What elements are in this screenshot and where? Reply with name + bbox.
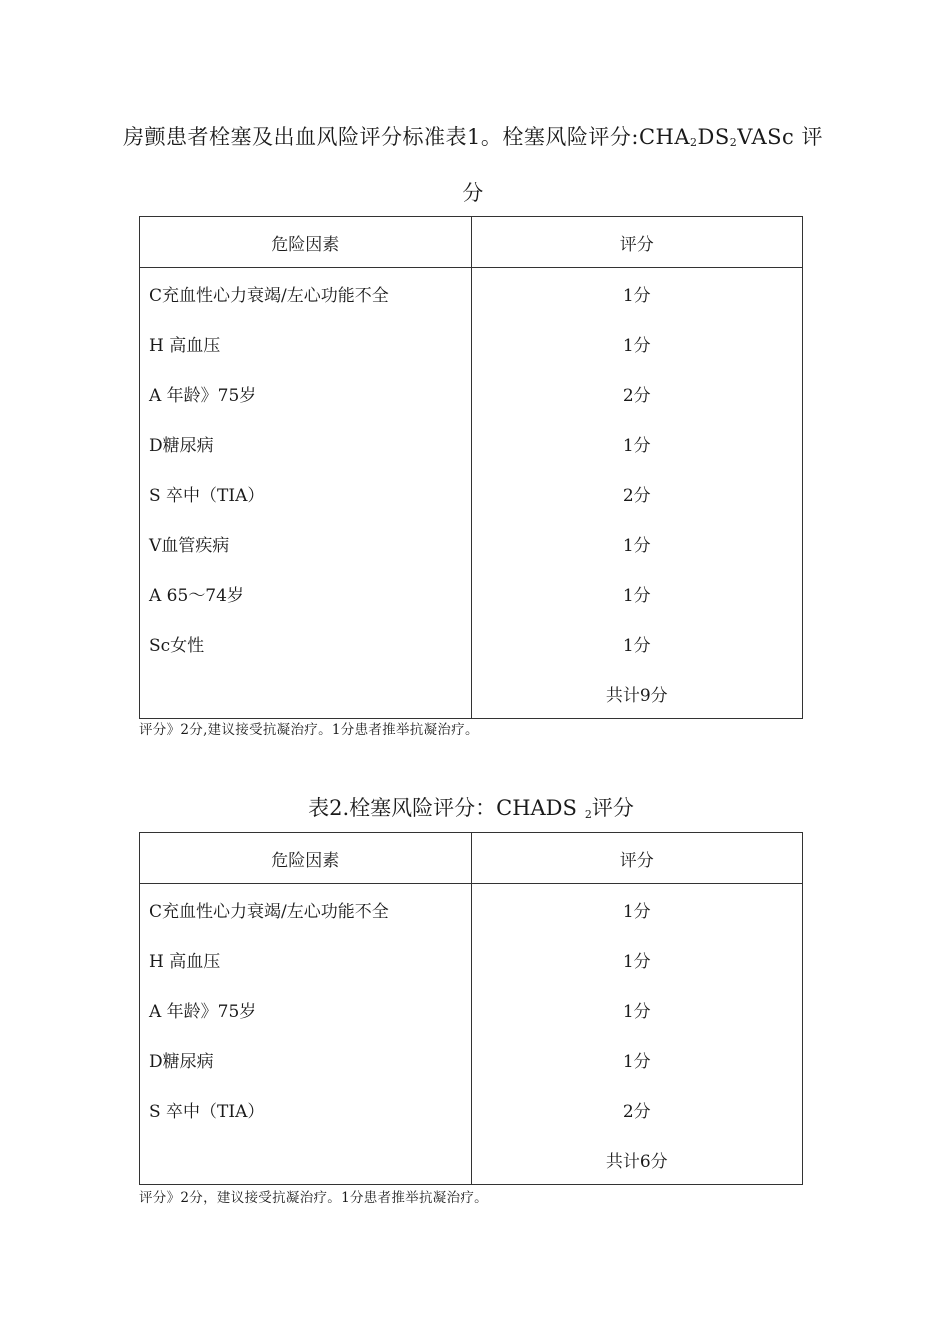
- table2-title-prefix: 表2.栓塞风险评分：CHADS: [308, 796, 577, 820]
- table-row: [140, 318, 803, 368]
- risk-factor-cell: S 卒中（TIA）: [140, 1084, 472, 1134]
- cha2ds2vasc-table: [139, 216, 803, 719]
- table1-note: 评分》2分,建议接受抗凝治疗。1分患者推举抗凝治疗。: [139, 722, 479, 738]
- table-total-row: [140, 1134, 803, 1185]
- risk-factor-cell: S 卒中（TIA）: [140, 468, 472, 518]
- table-total-row: [140, 668, 803, 719]
- table-row: [140, 884, 803, 935]
- score-cell: 2分: [471, 368, 802, 418]
- table-row: [140, 1034, 803, 1084]
- score-cell: 1分: [471, 268, 802, 319]
- table-header-row: [140, 217, 803, 268]
- risk-factor-cell: D糖尿病: [140, 418, 472, 468]
- risk-factor-cell: C充血性心力衰竭/左心功能不全: [140, 884, 472, 935]
- risk-factor-cell: V血管疾病: [140, 518, 472, 568]
- table2-title-subscript: 2: [584, 808, 592, 821]
- table2-title: [139, 790, 803, 833]
- table1-title: [118, 112, 828, 218]
- table-row: [140, 418, 803, 468]
- score-cell: 1分: [471, 934, 802, 984]
- table-row: [140, 934, 803, 984]
- risk-factor-cell: A 65〜74岁: [140, 568, 472, 618]
- risk-factor-cell: A 年龄》75岁: [140, 984, 472, 1034]
- table2-note: 评分》2分，建议接受抗凝治疗。1分患者推举抗凝治疗。: [139, 1190, 488, 1206]
- risk-factor-cell: H 高血压: [140, 934, 472, 984]
- score-cell: 1分: [471, 984, 802, 1034]
- table-row: [140, 568, 803, 618]
- score-cell: 2分: [471, 468, 802, 518]
- risk-factor-cell: Sc女性: [140, 618, 472, 668]
- table-row: [140, 518, 803, 568]
- risk-factor-cell: A 年龄》75岁: [140, 368, 472, 418]
- score-cell: 1分: [471, 884, 802, 935]
- table-header-row: [140, 833, 803, 884]
- risk-factor-cell: C充血性心力衰竭/左心功能不全: [140, 268, 472, 319]
- total-score-cell: 共计9分: [471, 668, 802, 719]
- chads2-table: [139, 832, 803, 1185]
- header-score: 评分: [471, 833, 802, 884]
- score-cell: 1分: [471, 1034, 802, 1084]
- table2-title-suffix: 评分: [591, 796, 634, 820]
- score-cell: 1分: [471, 518, 802, 568]
- header-score: 评分: [471, 217, 802, 268]
- score-cell: 1分: [471, 618, 802, 668]
- table1-title-prefix: 房颤患者栓塞及出血风险评分标准表1。栓塞风险评分:CHA: [123, 125, 690, 149]
- table1-title-suffix: VASc 评分: [462, 125, 823, 205]
- table-row: [140, 468, 803, 518]
- score-cell: 2分: [471, 1084, 802, 1134]
- total-score-cell: 共计6分: [471, 1134, 802, 1185]
- table1-title-subscript-1: 2: [690, 136, 698, 149]
- score-cell: 1分: [471, 318, 802, 368]
- risk-factor-cell: D糖尿病: [140, 1034, 472, 1084]
- table1-title-mid: DS: [697, 125, 730, 149]
- header-risk-factor: 危险因素: [140, 833, 472, 884]
- table1-title-subscript-2: 2: [729, 136, 738, 149]
- header-risk-factor: 危险因素: [140, 217, 472, 268]
- table-row: [140, 268, 803, 319]
- risk-factor-cell: [140, 668, 472, 719]
- score-cell: 1分: [471, 568, 802, 618]
- risk-factor-cell: [140, 1134, 472, 1185]
- risk-factor-cell: H 高血压: [140, 318, 472, 368]
- table-row: [140, 984, 803, 1034]
- table-row: [140, 368, 803, 418]
- table-row: [140, 618, 803, 668]
- table-row: [140, 1084, 803, 1134]
- score-cell: 1分: [471, 418, 802, 468]
